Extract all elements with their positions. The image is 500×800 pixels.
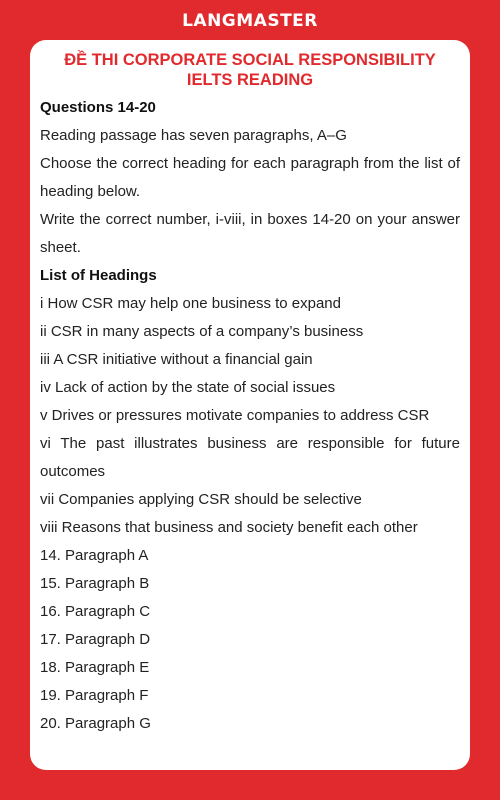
answer-item: 15. Paragraph B [40,575,150,592]
heading-item: i How CSR may help one business to expand [40,295,341,312]
heading-item: ii CSR in many aspects of a company’s business [40,323,364,340]
instruction-line: Reading passage has seven paragraphs, A–G [40,127,347,144]
instruction-line: Write the correct number, i-viii, in boxes 14-20 on your answer sheet. [40,211,460,256]
content-body [40,94,460,738]
brand-logo: LANGMASTER [182,11,318,31]
answer-item: 17. Paragraph D [40,631,151,648]
title-line-1: ĐỀ THI CORPORATE SOCIAL RESPONSIBILITY [64,51,436,69]
section-heading: Questions 14-20 [40,99,156,116]
heading-item: vi The past illustrates business are responsible for future outcomes [40,435,460,480]
answer-item: 14. Paragraph A [40,547,149,564]
instruction-line: Choose the correct heading for each paragraph from the list of heading below. [40,155,460,200]
heading-item: iv Lack of action by the state of social issues [40,379,336,396]
answer-item: 18. Paragraph E [40,659,150,676]
answer-item: 20. Paragraph G [40,715,151,732]
headings-list-title: List of Headings [40,267,157,284]
content-card [30,40,470,770]
answer-item: 16. Paragraph C [40,603,151,620]
heading-item: v Drives or pressures motivate companies to address CSR [40,407,430,424]
title-line-2: IELTS READING [186,71,314,89]
answer-item: 19. Paragraph F [40,687,149,704]
heading-item: vii Companies applying CSR should be selective [40,491,362,508]
page-title [30,50,470,90]
heading-item: iii A CSR initiative without a financial gain [40,351,313,368]
heading-item: viii Reasons that business and society benefit each other [40,519,418,536]
